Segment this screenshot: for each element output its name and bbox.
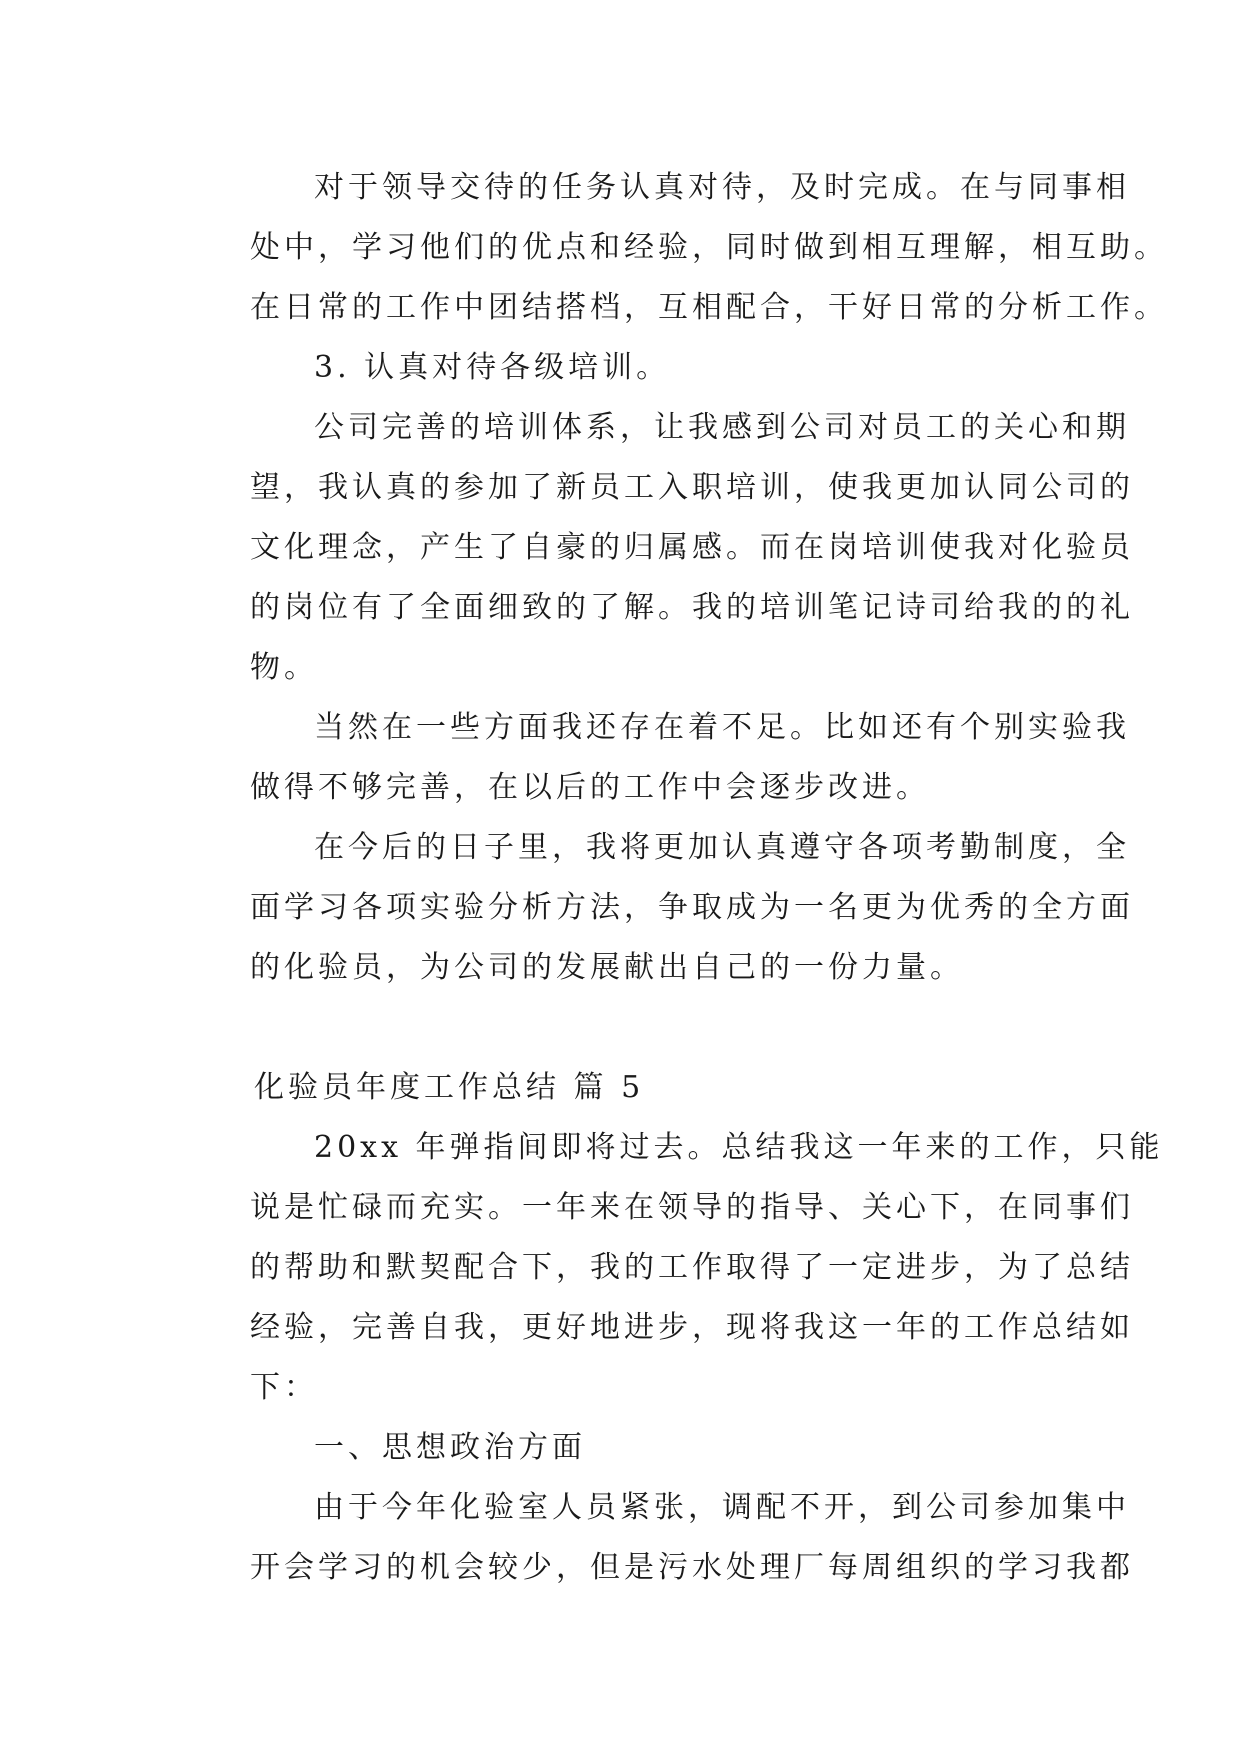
paragraph bbox=[190, 818, 1134, 998]
paragraph bbox=[190, 1478, 1134, 1598]
text-line: 文化理念，产生了自豪的归属感。而在岗培训使我对化验员 bbox=[250, 530, 1134, 565]
document-body bbox=[190, 158, 1168, 1598]
text-line: 面学习各项实验分析方法，争取成为一名更为优秀的全方面 bbox=[250, 890, 1134, 925]
paragraph bbox=[190, 338, 1070, 398]
paragraph bbox=[190, 398, 1134, 698]
text-line: 的岗位有了全面细致的了解。我的培训笔记诗司给我的的礼 bbox=[250, 590, 1134, 625]
subheading bbox=[190, 1418, 1070, 1478]
text-line: 对于领导交待的任务认真对待，及时完成。在与同事相 bbox=[314, 170, 1130, 205]
text-line: 在日常的工作中团结搭档，互相配合，干好日常的分析工作。 bbox=[250, 290, 1168, 325]
text-line: 经验，完善自我，更好地进步，现将我这一年的工作总结如 bbox=[250, 1310, 1134, 1345]
text-line: 在今后的日子里，我将更加认真遵守各项考勤制度，全 bbox=[314, 830, 1130, 865]
text-line: 的帮助和默契配合下，我的工作取得了一定进步，为了总结 bbox=[250, 1250, 1134, 1285]
section-spacer bbox=[190, 998, 1070, 1058]
text-line: 处中，学习他们的优点和经验，同时做到相互理解，相互助。 bbox=[250, 230, 1168, 265]
paragraph bbox=[190, 698, 1130, 818]
text-line: 物。 bbox=[250, 650, 318, 685]
text-line: 3. 认真对待各级培训。 bbox=[314, 350, 671, 385]
text-line: 由于今年化验室人员紧张，调配不开，到公司参加集中 bbox=[314, 1490, 1130, 1525]
paragraph bbox=[190, 1118, 1164, 1418]
text-line: 20xx 年弹指间即将过去。总结我这一年来的工作，只能 bbox=[314, 1130, 1164, 1165]
paragraph bbox=[190, 158, 1168, 338]
text-line: 公司完善的培训体系，让我感到公司对员工的关心和期 bbox=[314, 410, 1130, 445]
section-title: 化验员年度工作总结 篇 5 bbox=[254, 1070, 645, 1105]
text-line: 的化验员，为公司的发展献出自己的一份力量。 bbox=[250, 950, 964, 985]
text-line: 一、思想政治方面 bbox=[314, 1430, 586, 1465]
text-line: 望，我认真的参加了新员工入职培训，使我更加认同公司的 bbox=[250, 470, 1134, 505]
text-line: 当然在一些方面我还存在着不足。比如还有个别实验我 bbox=[314, 710, 1130, 745]
text-line: 做得不够完善，在以后的工作中会逐步改进。 bbox=[250, 770, 930, 805]
text-line: 下： bbox=[250, 1370, 318, 1405]
text-line: 说是忙碌而充实。一年来在领导的指导、关心下，在同事们 bbox=[250, 1190, 1134, 1225]
text-line: 开会学习的机会较少，但是污水处理厂每周组织的学习我都 bbox=[250, 1550, 1134, 1585]
